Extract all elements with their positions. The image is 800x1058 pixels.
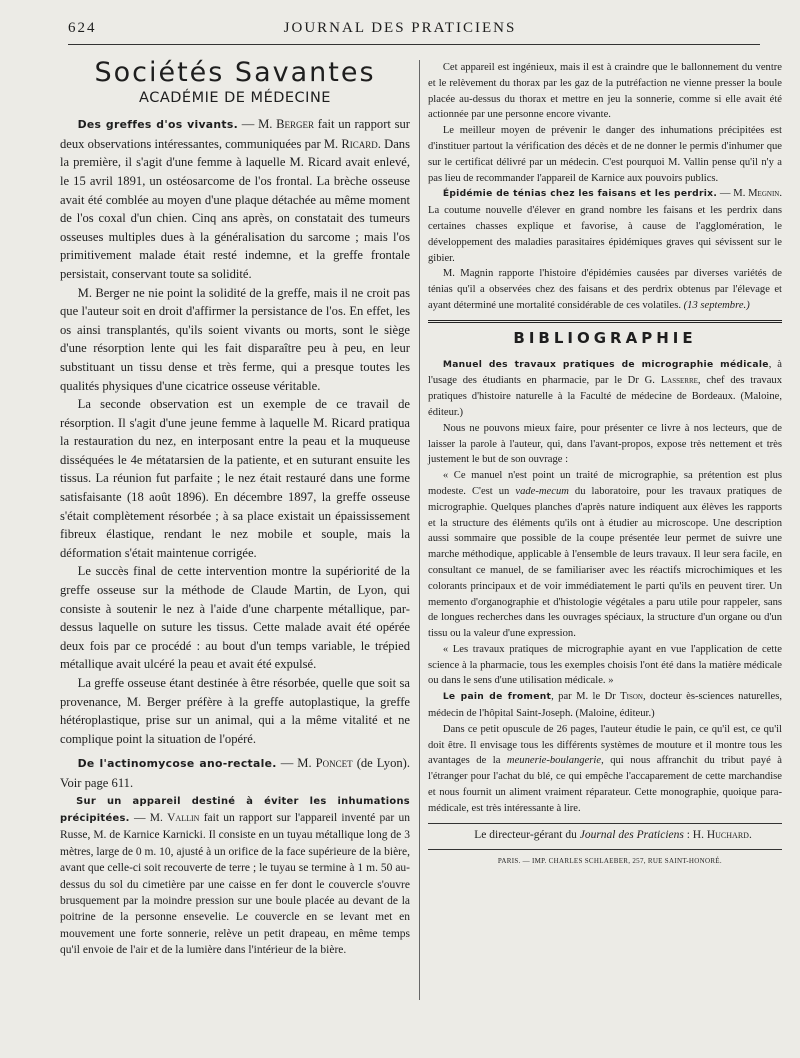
paragraph-inhumations: Sur un appareil destiné à éviter les inhumations précipitées. — M. Vallin fait un rapport sur l'appareil inventé par un Russe, M. de Karnice Karnicki. Il consiste en un tuyau métallique long de 3 mètres, large de 0 m. 10, ajusté à un orifice de la face supérieure de la bière, avant que celle-ci soit recouverte de terre ; le tuyau se termine à 1 m. 50 au-dessus du sol du cimetière par une caisse en fer dont le couvercle s'ouvre brusquement par la moindre pression sur une boule placée au devant de la poitrine de la personne ensevelie. Le couvercle en se levant met en mouvement une forte sonnerie, relève un petit drapeau, en même temps qu'il envoie de l'air et de la lumière dans l'intérieur de la bière. [60, 795, 411, 957]
paragraph: M. Berger ne nie point la solidité de la greffe, mais il ne croit pas que l'auteur soit en droit d'affirmer la persistance de l'os. En effet, les os ainsi transplantés, qu'ils soient vivants ou morts, sont le siège d'une résorption lente qui les fait disparaître peu à peu, en leur substituant un tissu dense et très ferme, qui a presque toutes les qualités physiques d'une cicatrice osseuse véritable. [60, 285, 410, 393]
paragraph-actinomycose: De l'actinomycose ano-rectale. — M. Poncet (de Lyon). Voir page 611. [60, 756, 411, 790]
paragraph: « Ce manuel n'est point un traité de micrographie, sa prétention est plus modeste. C'est un vade-mecum du laboratoire, pour les travaux pratiques de micrographie. Quelques planches d'après nature indiquent aux élèves les rapports et la structure des éléments qu'ils ont à étudier au microscope. Une description aussi sommaire que possible de la coupe présentée leur permet de suivre une marche méthodique, applicable à l'ensemble de leurs travaux. Il leur sera facile, en consultant ce manuel, de se familiariser avec les réactifs microchimiques et les colorants principaux et de voir immédiatement le parti qu'ils en peuvent tirer. Un memento d'organographie et d'histologie végétales a paru utile pour rappeler, sans de longues recherches dans les ouvrages spéciaux, la structure d'un organe ou d'un tissu ou la valeur d'une expression. [428, 470, 782, 640]
paragraph: Cet appareil est ingénieux, mais il est à craindre que le ballonnement du ventre et le relèvement du thorax par les gaz de la putréfaction ne vienne presser la boule placée au-dessus du thorax et mettre en jeu la sonnerie, comme si elle avait été actionnée par une personne encore vivante. [428, 62, 782, 121]
column-divider [419, 60, 420, 1000]
author-name: Poncet [315, 756, 353, 771]
running-header [40, 20, 760, 42]
section-subtitle: ACADÉMIE DE MÉDECINE [139, 89, 331, 106]
paragraph-manuel: Manuel des travaux pratiques de micrographie médicale, à l'usage des étudiants en pharmacie, par le Dr G. Lasserre, chef des travaux pratiques d'histoire naturelle à la Faculté de médecine de Bordeaux. (Maloine, éditeur.) [428, 358, 782, 418]
article-heading: Sur un appareil destiné à éviter les inhumations précipitées. [60, 795, 410, 824]
section-rule [428, 320, 782, 323]
paragraph: Le succès final de cette intervention montre la supériorité de la greffe osseuse sur la méthode de Claude Martin, de Lyon, qui consiste à soutenir le nez à l'aide d'une charpente métallique, par-dessus laquelle on suture les tissus. Cette malade avait été opérée deux fois par ce procédé : au bout d'un temps variable, le trépied métallique avait ulcéré la peau et avait été expulsé. [60, 564, 410, 672]
article-heading: Des greffes d'os vivants. [77, 118, 239, 132]
paragraph: La seconde observation est un exemple de ce travail de résorption. Il s'agit d'une jeune femme à laquelle M. Ricard pratiqua la restauration du nez, en interposant entre la peau et la muqueuse disséquées le 4e métatarsien de la patiente, et en suturant ensuite les tissus. La réunion fut parfaite ; le nez était restauré dans une forme satisfaisante (18 août 1896). En décembre 1897, la greffe osseuse s'était complètement résorbée ; à sa place existait un épaississement fibreux élastique, rendant le nez mobile et souple, mais la déformation s'était maintenue corrigée. [60, 397, 410, 560]
paragraph-pain: Le pain de froment, par M. le Dr Tison, docteur ès-sciences naturelles, médecin de l'hôpital Saint-Joseph. (Maloine, éditeur.) [428, 691, 782, 720]
paragraph: La greffe osseuse étant destinée à être résorbée, quelle que soit sa provenance, M. Berger préfère à la greffe autoplastique, la greffe hétéroplastique, prise sur un animal, qui a la même vitalité et ne complique point la situation de l'opéré. [60, 676, 410, 746]
director-line: Le directeur-gérant du Journal des Praticiens : H. Huchard. [474, 828, 752, 841]
footer-rule [428, 849, 782, 850]
paragraph-greffes: Des greffes d'os vivants. — M. Berger fait un rapport sur deux observations intéressantes, communiquées par M. Ricard. Dans la première, il s'agit d'une femme à laquelle M. Ricard avait enlevé, le 15 avril 1891, un ostéosarcome de l'os frontal. La brèche osseuse avait été comblée au moyen d'une plaque détachée au même moment de l'os coxal d'un chien. Cinq ans après, on constatait des tumeurs osseuses multiples dues à la généralisation du sarcome ; mais l'os primitivement malade était resté indemne, et la greffe frontale persistait, conservant toute sa solidité. [60, 117, 410, 281]
book-title: Le pain de froment [442, 692, 552, 703]
date-note: (13 septembre.) [683, 299, 750, 311]
author-name: Vallin [167, 811, 200, 824]
article-heading: De l'actinomycose ano-rectale. [77, 757, 277, 771]
paragraph-tenias: Épidémie de ténias chez les faisans et les perdrix. — M. Megnin. La coutume nouvelle d'élever en grand nombre les faisans et les perdrix dans certaines chasses explique et favorise, à cause de l'agglomération, le développement des maladies parasitaires épidémiques graves qui sévissent sur le gibier. [428, 188, 782, 264]
bibliography-title: BIBLIOGRAPHIE [513, 328, 697, 347]
journal-title: JOURNAL DES PRATICIENS [283, 20, 517, 36]
section-title: Sociétés Savantes [94, 57, 376, 88]
printer-imprint: PARIS. — IMP. CHARLES SCHLAEBER, 257, RUE SAINT-HONORÉ. [497, 857, 722, 866]
left-column [60, 57, 411, 959]
paragraph: Le meilleur moyen de prévenir le danger des inhumations précipitées est d'instituer partout la vérification des décès et de ne donner le permis d'inhumer que sur le certificat délivré par un médecin. C'est pourquoi M. Vallin pense qu'il n'y a pas lieu de recommander l'appareil de Karnice aux pouvoirs publics. [428, 125, 782, 184]
article-heading: Épidémie de ténias chez les faisans et les perdrix. [442, 189, 718, 200]
right-column [428, 60, 782, 870]
author-name: Megnin [748, 188, 780, 200]
author-name: Berger [276, 117, 315, 132]
page-number: 624 [68, 20, 97, 36]
paragraph: « Les travaux pratiques de micrographie ayant en vue l'application de cette science à la pharmacie, tous les exemples choisis l'ont été dans la matière médicale ou dans le sens d'une utilisation médicale. » [428, 643, 782, 687]
paragraph: Nous ne pouvons mieux faire, pour présenter ce livre à nos lecteurs, que de laisser la parole à l'auteur, qui, dans l'avant-propos, expose très nettement et très justement le but de son ouvrage : [428, 422, 782, 466]
paragraph: M. Magnin rapporte l'histoire d'épidémies causées par diverses variétés de ténias qu'il a observées chez des faisans et des perdrix obtenus par l'élevage et ayant déterminé une mortalité considérable de ces volatiles. (13 septembre.) [428, 268, 782, 311]
author-name: Lasserre [660, 375, 698, 387]
book-title: Manuel des travaux pratiques de micrographie médicale [442, 359, 769, 370]
footer-rule [428, 823, 782, 824]
paragraph: Dans ce petit opuscule de 26 pages, l'auteur étudie le pain, ce qu'il est, ce qu'il doit être. Il envisage tous les différents systèmes de mouture et il montre tous les avantages de la meunerie-boulangerie, qui nous affranchit du tribut payé à l'étranger pour l'achat du blé, ce qui empêche l'accaparement de cette marchandise et nous fournit un aliment vraiment réparateur. Cette monographie, quoique para-médicale, est très intéressante à lire. [428, 723, 782, 814]
author-name: Tison [620, 691, 643, 703]
author-name: Ricard [341, 136, 378, 151]
header-rule [68, 44, 760, 45]
